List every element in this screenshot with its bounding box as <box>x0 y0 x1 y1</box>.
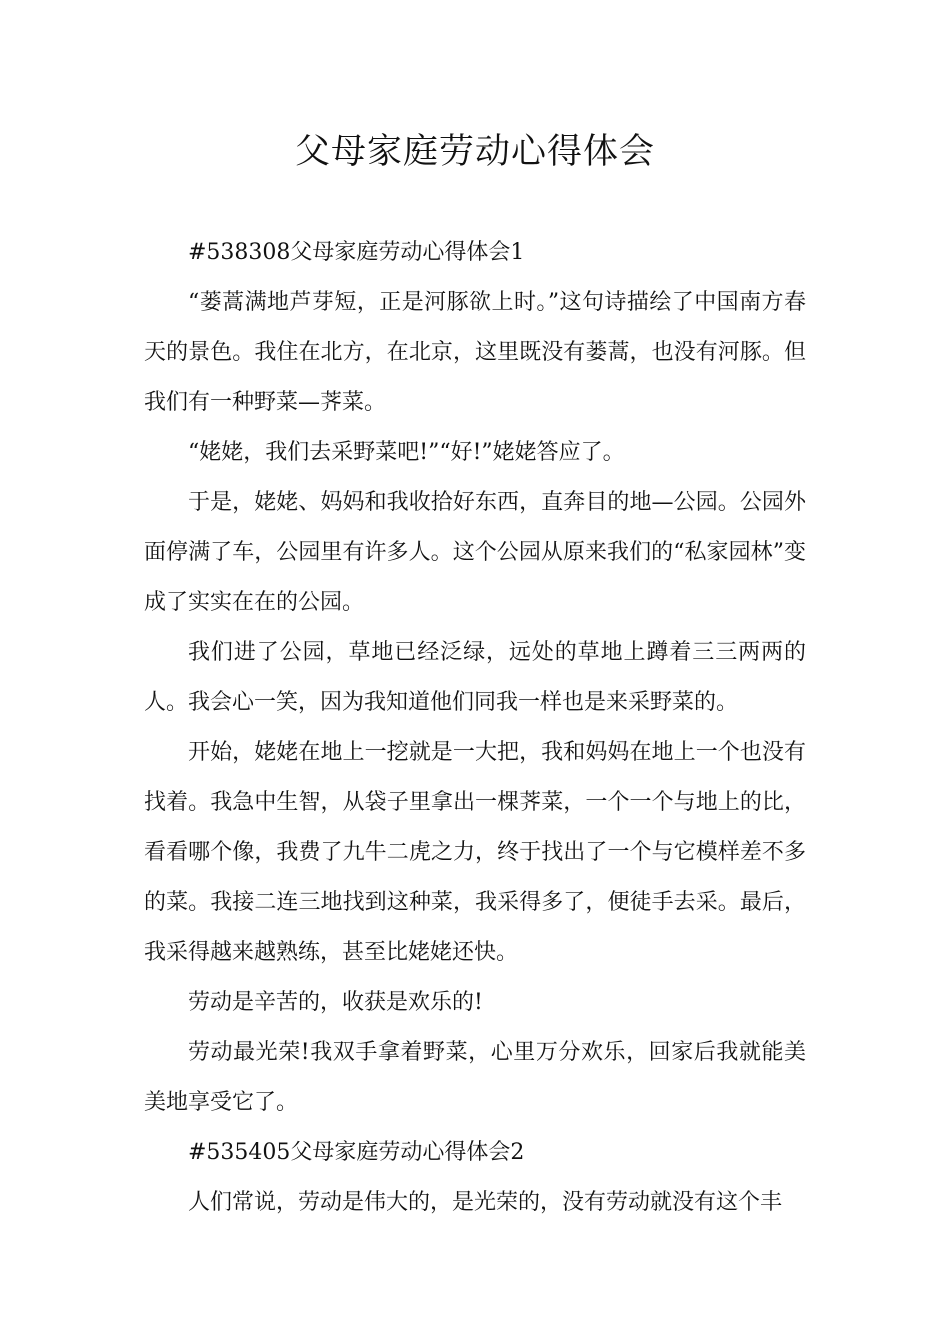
document-body <box>144 228 806 1228</box>
document-title: 父母家庭劳动心得体会 <box>294 132 655 172</box>
paragraph: “蒌蒿满地芦芽短，正是河豚欲上时。”这句诗描绘了中国南方春天的景色。我住在北方，在北京，这里既没有蒌蒿，也没有河豚。但我们有一种野菜—荠菜。 <box>144 290 806 415</box>
paragraph: 人们常说，劳动是伟大的，是光荣的，没有劳动就没有这个丰 <box>188 1190 783 1215</box>
paragraph: 于是，姥姥、妈妈和我收拾好东西，直奔目的地—公园。公园外面停满了车，公园里有许多人。这个公园从原来我们的“私家园林”变成了实实在在的公园。 <box>144 490 806 615</box>
paragraph: 劳动是辛苦的，收获是欢乐的! <box>188 990 483 1015</box>
section-heading-2: #535405父母家庭劳动心得体会2 <box>188 1140 525 1165</box>
paragraph: 开始，姥姥在地上一挖就是一大把，我和妈妈在地上一个也没有找着。我急中生智，从袋子里拿出一棵荠菜，一个一个与地上的比，看看哪个像，我费了九牛二虎之力，终于找出了一个与它模样差不多的菜。我接二连三地找到这种菜，我采得多了，便徒手去采。最后，我采得越来越熟练，甚至比姥姥还快。 <box>144 740 806 965</box>
paragraph: “姥姥，我们去采野菜吧!”“好!”姥姥答应了。 <box>188 440 625 465</box>
section-heading-1: #538308父母家庭劳动心得体会1 <box>188 240 525 265</box>
paragraph: 我们进了公园，草地已经泛绿，远处的草地上蹲着三三两两的人。我会心一笑，因为我知道他们同我一样也是来采野菜的。 <box>144 640 806 715</box>
paragraph: 劳动最光荣!我双手拿着野菜，心里万分欢乐，回家后我就能美美地享受它了。 <box>144 1040 806 1115</box>
